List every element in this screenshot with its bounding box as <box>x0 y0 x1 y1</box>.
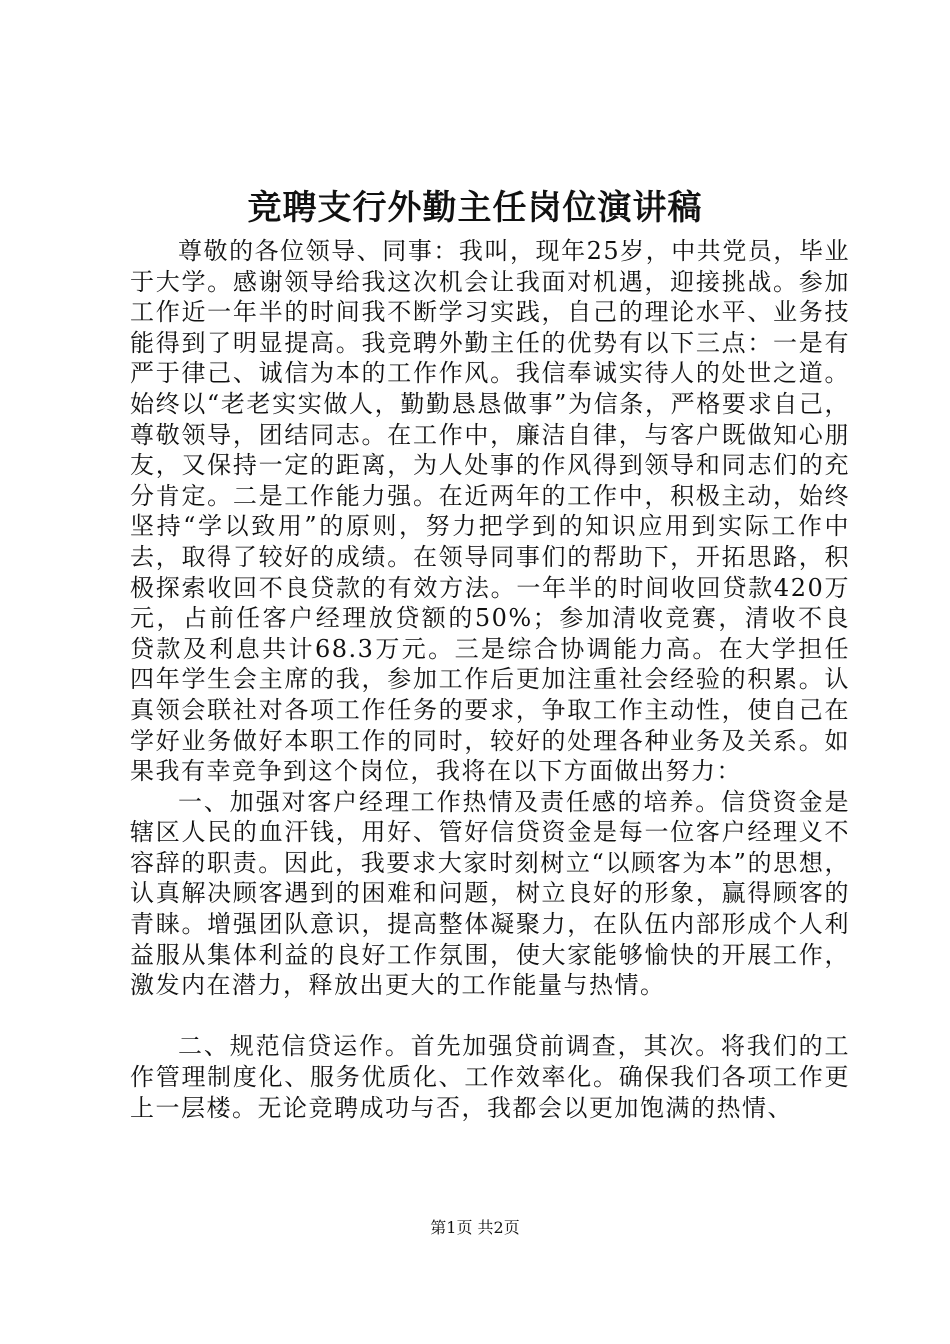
document-body <box>130 236 850 1123</box>
paragraph-intro: 尊敬的各位领导、同事：我叫，现年25岁，中共党员，毕业于大学。感谢领导给我这次机会让我面对机遇，迎接挑战。参加工作近一年半的时间我不断学习实践，自己的理论水平、业务技能得到了明显提高。我竞聘外勤主任的优势有以下三点：一是有严于律己、诚信为本的工作作风。我信奉诚实待人的处世之道。始终以“老老实实做人，勤勤恳恳做事”为信条，严格要求自己，尊敬领导，团结同志。在工作中，廉洁自律，与客户既做知心朋友，又保持一定的距离，为人处事的作风得到领导和同志们的充分肯定。二是工作能力强。在近两年的工作中，积极主动，始终坚持“学以致用”的原则，努力把学到的知识应用到实际工作中去，取得了较好的成绩。在领导同事们的帮助下，开拓思路，积极探索收回不良贷款的有效方法。一年半的时间收回贷款420万元，占前任客户经理放贷额的50%；参加清收竞赛，清收不良贷款及利息共计68.3万元。三是综合协调能力高。在大学担任四年学生会主席的我，参加工作后更加注重社会经验的积累。认真领会联社对各项工作任务的要求，争取工作主动性，使自己在学好业务做好本职工作的同时，较好的处理各种业务及关系。如果我有幸竞争到这个岗位，我将在以下方面做出努力： <box>130 237 850 786</box>
paragraph-point-two: 二、规范信贷运作。首先加强贷前调查，其次。将我们的工作管理制度化、服务优质化、工作效率化。确保我们各项工作更上一层楼。无论竞聘成功与否，我都会以更加饱满的热情、 <box>130 1032 850 1122</box>
document-title: 竞聘支行外勤主任岗位演讲稿 <box>247 188 703 228</box>
paragraph-spacer <box>130 1001 850 1032</box>
page-footer: 第1页 共2页 <box>430 1218 520 1237</box>
paragraph-point-one: 一、加强对客户经理工作热情及责任感的培养。信贷资金是辖区人民的血汗钱，用好、管好信贷资金是每一位客户经理义不容辞的职责。因此，我要求大家时刻树立“以顾客为本”的思想，认真解决顾客遇到的困难和问题，树立良好的形象，赢得顾客的青睐。增强团队意识，提高整体凝聚力，在队伍内部形成个人利益服从集体利益的良好工作氛围，使大家能够愉快的开展工作，激发内在潜力，释放出更大的工作能量与热情。 <box>130 787 850 1000</box>
